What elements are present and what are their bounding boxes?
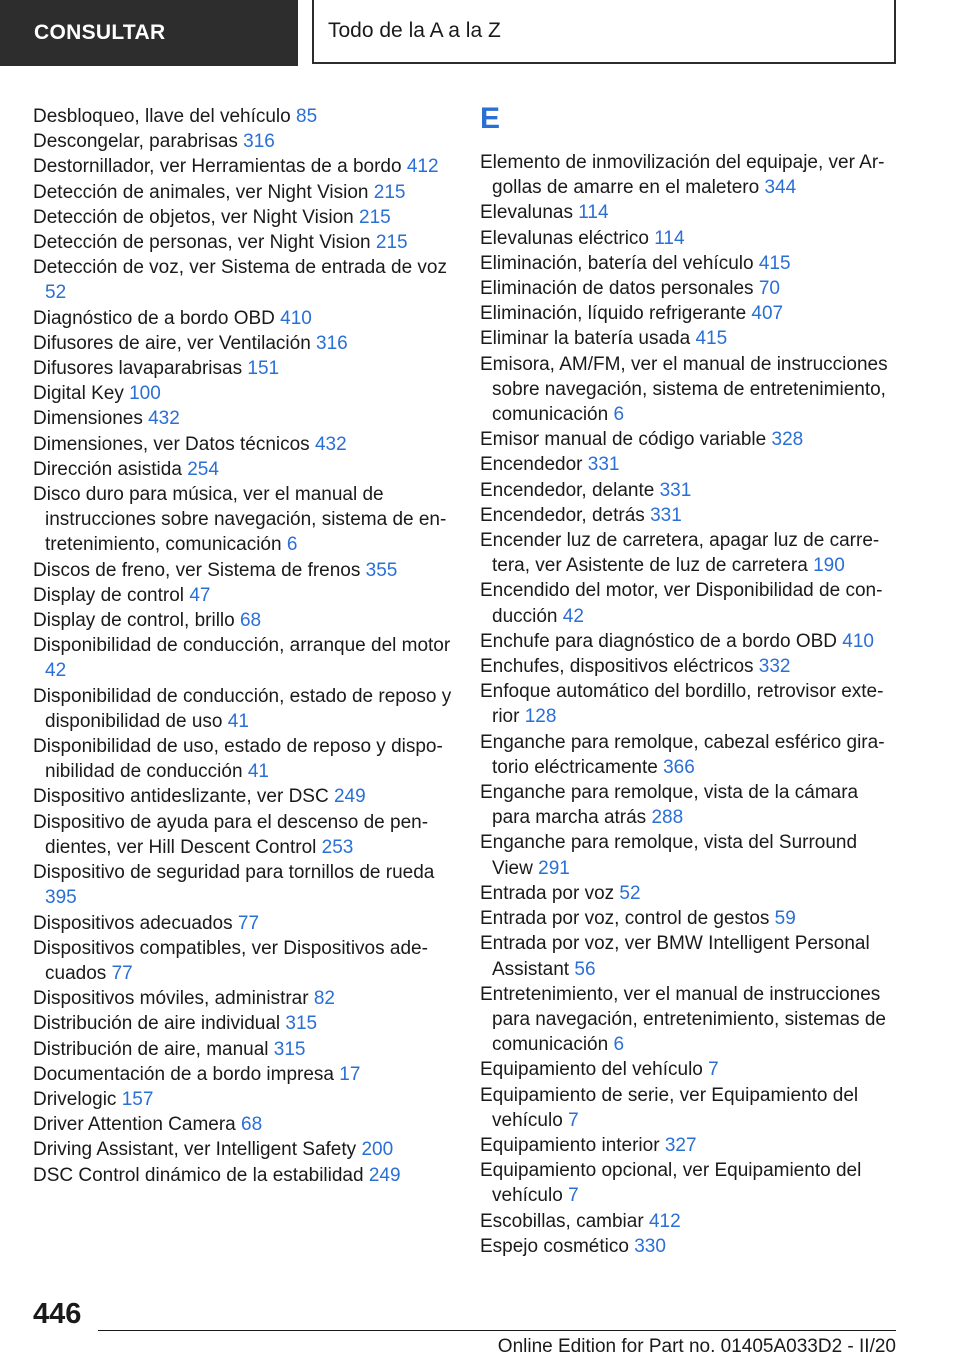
index-entry: [480, 1133, 900, 1158]
index-entry-page-link[interactable]: 47: [189, 584, 211, 606]
index-entry: [33, 860, 453, 910]
index-entry-text: Descongelar, parabrisas: [33, 131, 238, 153]
index-entry-page-link[interactable]: 59: [774, 908, 796, 930]
index-entry-page-link[interactable]: 331: [659, 479, 692, 501]
index-entry: [33, 482, 453, 558]
index-entry: [480, 1083, 900, 1133]
index-entry: [480, 251, 900, 276]
index-entry-page-link[interactable]: 415: [695, 328, 728, 350]
index-entry: [480, 654, 900, 679]
index-entry: [33, 356, 453, 381]
index-entry: [480, 1158, 900, 1208]
index-entry: [33, 205, 453, 230]
index-entry-page-link[interactable]: 412: [648, 1210, 681, 1232]
index-entry-page-link[interactable]: 42: [562, 605, 584, 627]
index-entry-page-link[interactable]: 114: [578, 202, 609, 224]
index-entry-text: Equipamiento del vehículo: [480, 1059, 703, 1081]
index-entry: [33, 230, 453, 255]
index-entry-text: Dispositivos adecuados: [33, 912, 233, 934]
index-entry-text: Detección de animales, ver Night Vision: [33, 181, 369, 203]
index-entry-text: Dispositivo antideslizante, ver DSC: [33, 786, 329, 808]
index-entry-page-link[interactable]: 41: [227, 710, 249, 732]
index-entry-text: Entrada por voz: [480, 882, 615, 904]
index-entry-page-link[interactable]: 332: [758, 656, 791, 678]
index-entry: [480, 906, 900, 931]
index-entry: [33, 381, 453, 406]
index-entry-page-link[interactable]: 56: [574, 958, 596, 980]
index-entry-text: Display de control, brillo: [33, 610, 235, 632]
index-entry-text: Dimensiones: [33, 408, 143, 430]
index-entry-text: Digital Key: [33, 383, 124, 405]
index-entry: [480, 200, 900, 225]
index-entry-text: Eliminación de datos personales: [480, 278, 754, 300]
index-entry-page-link[interactable]: 7: [568, 1185, 579, 1207]
index-entry-text: Enchufes, dispositivos eléctricos: [480, 656, 754, 678]
index-entry: [480, 301, 900, 326]
index-entry-page-link[interactable]: 68: [239, 610, 262, 632]
index-entry-text: Entretenimiento, ver el manual de instrucciones para navegación, entretenimiento, sistemas de comunicación: [480, 983, 886, 1056]
index-entry-page-link[interactable]: 151: [247, 358, 280, 380]
index-entry: [480, 1057, 900, 1082]
index-entry: [33, 986, 453, 1011]
index-entry: [480, 578, 900, 628]
index-entry-text: Enganche para remolque, cabezal esférico giratorio eléctricamente: [480, 731, 885, 778]
index-entry: [480, 427, 900, 452]
index-entry-page-link[interactable]: 77: [237, 912, 260, 934]
index-entry-page-link[interactable]: 331: [650, 504, 682, 526]
page-header: [312, 0, 896, 64]
index-entry-page-link[interactable]: 412: [406, 156, 439, 178]
index-entry-text: Encendedor, delante: [480, 479, 655, 501]
index-entry: [33, 1037, 453, 1062]
index-entry-text: Enfoque automático del bordillo, retrovisor exterior: [480, 681, 884, 728]
index-entry-text: Entrada por voz, ver BMW Intelligent Personal Assistant: [480, 933, 870, 980]
index-entry: [480, 226, 900, 251]
index-column-right: [480, 104, 900, 1259]
index-entry-text: Documentación de a bordo impresa: [33, 1063, 335, 1085]
index-entry-text: Desbloqueo, llave del vehículo: [33, 106, 291, 127]
index-entry-page-link[interactable]: 316: [243, 131, 275, 153]
index-entry-page-link[interactable]: 128: [524, 706, 557, 728]
index-entry-page-link[interactable]: 215: [375, 232, 408, 254]
index-entry-text: Encendido del motor, ver Disponibilidad de conducción: [480, 580, 883, 627]
index-entry-text: Encendedor, detrás: [480, 504, 645, 526]
index-entry-text: Emisor manual de código variable: [480, 429, 767, 451]
index-entry-page-link[interactable]: 415: [758, 252, 791, 274]
index-entry-text: Eliminación, batería del vehículo: [480, 252, 754, 274]
index-entry-page-link[interactable]: 344: [764, 177, 797, 199]
page-number: 446: [33, 1298, 82, 1330]
index-entry: [33, 432, 453, 457]
index-entry-page-link[interactable]: 70: [758, 278, 780, 300]
index-entry-text: Dispositivos móviles, administrar: [33, 988, 309, 1010]
index-entry-page-link[interactable]: 432: [314, 433, 347, 455]
index-entry-page-link[interactable]: 315: [273, 1038, 306, 1060]
index-entry: [480, 452, 900, 477]
index-entry: [33, 406, 453, 431]
page-header-title: Todo de la A a la Z: [328, 19, 501, 42]
index-entry: [33, 583, 453, 608]
index-entry-page-link[interactable]: 215: [359, 206, 391, 228]
index-entry-page-link[interactable]: 190: [813, 555, 845, 577]
index-entry-page-link[interactable]: 82: [313, 988, 335, 1010]
index-entry: [33, 1112, 453, 1137]
index-entry-page-link[interactable]: 6: [613, 404, 625, 426]
index-entry-page-link[interactable]: 328: [771, 429, 804, 451]
index-entry-page-link[interactable]: 291: [538, 857, 570, 879]
index-entry: [33, 1062, 453, 1087]
index-entry-text: Disponibilidad de conducción, estado de reposo y disponibilidad de uso: [33, 685, 452, 732]
index-entry-text: Elevalunas eléctrico: [480, 227, 649, 249]
index-entry-page-link[interactable]: 42: [45, 660, 67, 682]
index-entry-page-link[interactable]: 6: [286, 534, 298, 556]
index-entry-text: Escobillas, cambiar: [480, 1210, 644, 1232]
index-entry-page-link[interactable]: 85: [296, 106, 318, 127]
index-entry: [33, 154, 453, 179]
index-entry: [33, 633, 453, 683]
index-entry: [33, 936, 453, 986]
footer-divider: [98, 1330, 896, 1331]
index-entry-page-link[interactable]: 366: [663, 756, 695, 778]
index-entry-page-link[interactable]: 68: [241, 1114, 263, 1136]
index-entry-text: Detección de voz, ver Sistema de entrada de voz: [33, 257, 448, 279]
index-entry-text: Difusores lavaparabrisas: [33, 358, 243, 380]
index-entry-text: Disponibilidad de uso, estado de reposo y disponibilidad de conducción: [33, 736, 443, 783]
index-list-right: [480, 150, 900, 1259]
index-entry-page-link[interactable]: 17: [339, 1063, 361, 1085]
section-tab-label: CONSULTAR: [34, 21, 166, 44]
index-entry: [480, 982, 900, 1058]
index-entry-text: Elevalunas: [480, 202, 573, 224]
index-entry: [480, 503, 900, 528]
index-entry-text: DSC Control dinámico de la estabilidad: [33, 1164, 364, 1186]
index-entry: [33, 331, 453, 356]
index-entry-page-link[interactable]: 157: [121, 1088, 154, 1110]
index-entry: [33, 180, 453, 205]
index-entry-text: Driving Assistant, ver Intelligent Safety: [33, 1139, 357, 1161]
index-entry: [480, 629, 900, 654]
index-entry-text: Equipamiento de serie, ver Equipamiento del vehículo: [480, 1084, 859, 1131]
index-entry-page-link[interactable]: 7: [568, 1109, 579, 1131]
index-entry: [480, 528, 900, 578]
index-entry-text: Distribución de aire individual: [33, 1013, 281, 1035]
index-entry-text: Espejo cosmético: [480, 1235, 629, 1257]
index-entry-page-link[interactable]: 77: [111, 962, 133, 984]
index-entry: [480, 1234, 900, 1259]
index-entry: [33, 784, 453, 809]
index-entry-text: Eliminación, líquido refrigerante: [480, 303, 747, 325]
index-entry-text: Difusores de aire, ver Ventilación: [33, 332, 311, 354]
index-entry: [480, 679, 900, 729]
index-entry: [33, 558, 453, 583]
index-entry-page-link[interactable]: 249: [368, 1164, 401, 1186]
index-entry-page-link[interactable]: 52: [45, 282, 67, 304]
section-letter: E: [480, 102, 501, 135]
index-entry-page-link[interactable]: 316: [316, 332, 348, 354]
index-entry-page-link[interactable]: 410: [280, 307, 312, 329]
index-entry: [33, 911, 453, 936]
index-entry-text: Enganche para remolque, vista de la cámara para marcha atrás: [480, 782, 859, 829]
index-entry-page-link[interactable]: 410: [842, 630, 874, 652]
index-entry-page-link[interactable]: 41: [247, 761, 269, 783]
index-entry-text: Equipamiento interior: [480, 1134, 660, 1156]
index-entry: [480, 326, 900, 351]
index-entry-page-link[interactable]: 315: [285, 1013, 318, 1035]
index-entry: [33, 1011, 453, 1036]
index-entry-text: Display de control: [33, 584, 185, 606]
index-entry-page-link[interactable]: 7: [708, 1059, 719, 1081]
footer-edition: Online Edition for Part no. 01405A033D2 - II/20: [497, 1336, 896, 1357]
index-entry: [33, 306, 453, 331]
index-entry: [33, 129, 453, 154]
index-entry-text: Encender luz de carretera, apagar luz de carretera, ver Asistente de luz de carretera: [480, 530, 880, 577]
index-entry-text: Disponibilidad de conducción, arranque del motor: [33, 635, 451, 657]
index-entry-page-link[interactable]: 327: [664, 1134, 697, 1156]
index-entry-page-link[interactable]: 6: [613, 1034, 625, 1056]
index-entry-text: Enganche para remolque, vista del Surround View: [480, 832, 858, 879]
index-entry: [33, 1137, 453, 1162]
index-entry-page-link[interactable]: 253: [321, 836, 354, 858]
index-entry: [33, 810, 453, 860]
index-entry: [33, 608, 453, 633]
index-entry-page-link[interactable]: 330: [634, 1235, 666, 1257]
index-entry-page-link[interactable]: 114: [654, 227, 685, 249]
index-entry-text: Discos de freno, ver Sistema de frenos: [33, 559, 361, 581]
index-entry: [480, 150, 900, 200]
index-entry: [480, 478, 900, 503]
index-column-left: [33, 104, 453, 1188]
index-entry-text: Dispositivos compatibles, ver Dispositivos adecuados: [33, 937, 428, 984]
section-tab: [0, 0, 298, 66]
index-entry: [480, 780, 900, 830]
index-entry-text: Dirección asistida: [33, 458, 182, 480]
index-entry-text: Drivelogic: [33, 1088, 117, 1110]
index-entry-text: Encendedor: [480, 454, 583, 476]
index-entry: [33, 255, 453, 305]
index-entry: [480, 1209, 900, 1234]
index-entry-page-link[interactable]: 432: [148, 408, 180, 430]
index-entry-text: Dispositivo de seguridad para tornillos de rueda: [33, 862, 435, 884]
index-entry-page-link[interactable]: 215: [373, 181, 406, 203]
index-entry-text: Detección de personas, ver Night Vision: [33, 232, 371, 254]
index-entry: [33, 684, 453, 734]
index-entry: [33, 457, 453, 482]
index-entry: [33, 1087, 453, 1112]
index-entry: [480, 730, 900, 780]
index-entry-text: Dispositivo de ayuda para el descenso de pendientes, ver Hill Descent Control: [33, 811, 429, 858]
index-entry-page-link[interactable]: 100: [129, 383, 161, 405]
index-entry-text: Elemento de inmovilización del equipaje, ver Argollas de amarre en el maletero: [480, 152, 885, 199]
index-entry: [480, 881, 900, 906]
index-entry-text: Equipamiento opcional, ver Equipamiento del vehículo: [480, 1160, 862, 1207]
index-entry: [480, 276, 900, 301]
index-entry-text: Entrada por voz, control de gestos: [480, 908, 770, 930]
index-entry: [480, 931, 900, 981]
index-entry-text: Distribución de aire, manual: [33, 1038, 269, 1060]
index-entry-text: Emisora, AM/FM, ver el manual de instrucciones sobre navegación, sistema de entretenimiento, comunicación: [480, 353, 888, 426]
index-entry-page-link[interactable]: 52: [619, 882, 641, 904]
index-entry-page-link[interactable]: 407: [751, 303, 784, 325]
index-entry-text: Dimensiones, ver Datos técnicos: [33, 433, 310, 455]
index-entry: [33, 104, 453, 129]
index-entry-text: Diagnóstico de a bordo OBD: [33, 307, 275, 329]
index-entry-page-link[interactable]: 200: [361, 1139, 394, 1161]
index-entry-text: Driver Attention Camera: [33, 1114, 236, 1136]
index-entry: [480, 830, 900, 880]
index-entry: [33, 1163, 453, 1188]
index-entry: [480, 352, 900, 428]
index-entry-text: Detección de objetos, ver Night Vision: [33, 206, 354, 228]
index-entry-page-link[interactable]: 249: [333, 786, 366, 808]
index-entry-page-link[interactable]: 331: [587, 454, 620, 476]
index-entry-page-link[interactable]: 355: [365, 559, 398, 581]
index-entry-page-link[interactable]: 288: [651, 807, 684, 829]
index-entry: [33, 734, 453, 784]
index-entry-page-link[interactable]: 254: [187, 458, 219, 480]
index-entry-text: Enchufe para diagnóstico de a bordo OBD: [480, 630, 838, 652]
index-entry-page-link[interactable]: 395: [45, 887, 77, 909]
index-entry-text: Destornillador, ver Herramientas de a bordo: [33, 156, 402, 178]
index-entry-text: Disco duro para música, ver el manual de instrucciones sobre navegación, sistema de entretenimiento, comunicación: [33, 484, 447, 556]
index-entry-text: Eliminar la batería usada: [480, 328, 691, 350]
